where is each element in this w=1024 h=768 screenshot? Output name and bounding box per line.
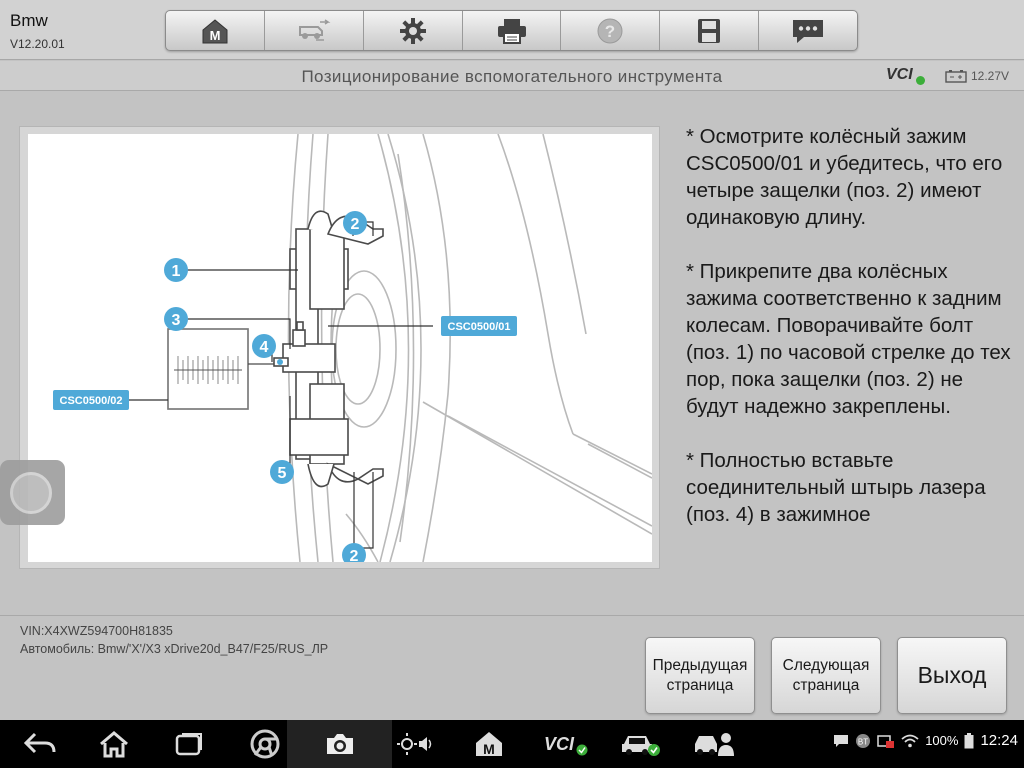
car-check-icon xyxy=(620,730,662,758)
print-button[interactable] xyxy=(463,11,562,50)
label-csc0500-01-text: CSC0500/01 xyxy=(447,321,511,333)
callout-2-top xyxy=(343,211,367,235)
svg-text:VCI: VCI xyxy=(544,734,575,754)
bluetooth-badge-icon xyxy=(855,733,871,749)
label-csc0500-01 xyxy=(441,316,517,336)
wheel-clamp-diagram xyxy=(28,134,652,562)
battery-voltage: 12.27V xyxy=(971,69,1010,83)
exit-button[interactable]: Выход xyxy=(897,637,1007,714)
tool-illustration xyxy=(28,134,652,562)
chrome-button[interactable] xyxy=(248,728,282,760)
autel-home-button[interactable] xyxy=(472,728,506,760)
system-nav-bar xyxy=(0,720,1024,768)
callout-3 xyxy=(164,307,188,331)
vehicle-swap-button[interactable] xyxy=(265,11,364,50)
car-technician-icon xyxy=(693,730,737,758)
next-page-button[interactable]: Следующая страница xyxy=(771,637,881,714)
main-content xyxy=(0,92,1024,615)
label-csc0500-02 xyxy=(53,390,129,410)
svg-text:BT: BT xyxy=(858,737,869,746)
vehicle-swap-icon xyxy=(296,18,332,44)
home-button[interactable] xyxy=(166,11,265,50)
callout-5 xyxy=(270,460,294,484)
callout-2-bottom xyxy=(342,543,366,562)
callout-3-text: 3 xyxy=(171,312,181,329)
camera-icon xyxy=(324,731,356,757)
remote-expert-button[interactable] xyxy=(693,728,737,760)
vin-text: VIN:X4XWZ594700H81835 xyxy=(20,624,173,638)
battery-icon xyxy=(945,70,967,83)
recent-apps-button[interactable] xyxy=(172,728,206,760)
floating-assist-button[interactable] xyxy=(0,460,65,525)
label-csc0500-02-text: CSC0500/02 xyxy=(59,395,123,407)
svg-text:?: ? xyxy=(605,21,616,41)
callout-1 xyxy=(164,258,188,282)
home-m-icon xyxy=(473,730,505,758)
callout-1-text: 1 xyxy=(171,263,181,280)
clock: 12:24 xyxy=(980,732,1018,749)
callout-2-top-text: 2 xyxy=(350,216,360,233)
brightness-volume-icon xyxy=(397,731,433,757)
page-title: Позиционирование вспомогательного инструмента xyxy=(301,67,723,86)
callout-4-text: 4 xyxy=(259,339,269,356)
tool-illustration-frame xyxy=(19,126,660,569)
save-icon xyxy=(696,17,722,45)
vci-icon xyxy=(542,731,590,757)
instruction-paragraph: * Осмотрите колёсный зажим CSC0500/01 и убедитесь, что его четыре защелки (поз. 2) имеют одинаковую длину. xyxy=(686,125,1003,229)
system-status-area xyxy=(833,732,1018,749)
vci-nav-button[interactable] xyxy=(542,728,590,760)
messages-button[interactable] xyxy=(759,11,857,50)
message-notification-icon xyxy=(833,734,849,748)
title-row xyxy=(0,61,1024,91)
battery-alert-icon xyxy=(877,733,895,749)
home-nav-button[interactable] xyxy=(96,728,132,760)
vehicle-status-button[interactable] xyxy=(620,728,662,760)
battery-full-icon xyxy=(964,733,974,749)
message-icon xyxy=(791,17,825,45)
save-button[interactable] xyxy=(660,11,759,50)
chrome-icon xyxy=(250,729,280,759)
gear-icon xyxy=(399,17,427,45)
previous-page-button[interactable]: Предыдущая страница xyxy=(645,637,755,714)
recent-apps-icon xyxy=(174,731,204,757)
settings-button[interactable] xyxy=(364,11,463,50)
battery-level: 100% xyxy=(925,733,959,748)
instructions-text xyxy=(686,123,1014,583)
back-button[interactable] xyxy=(22,728,58,760)
svg-text:M: M xyxy=(483,741,495,757)
help-button[interactable] xyxy=(561,11,660,50)
app-title: Bmw xyxy=(10,11,48,30)
assist-ring-icon xyxy=(10,472,52,514)
brightness-volume-button[interactable] xyxy=(396,728,434,760)
vehicle-text: Автомобиль: Bmw/'X'/X3 xDrive20d_B47/F25/RUS_ЛР xyxy=(20,642,329,656)
instruction-paragraph: * Прикрепите два колёсных зажима соответственно к задним колесам. Поворачивайте болт (поз. 1) по часовой стрелке до тех пор, пока защелки (поз. 2) не будут надежно закреплены. xyxy=(686,260,1011,418)
callout-5-text: 5 xyxy=(277,465,287,482)
app-version: V12.20.01 xyxy=(10,37,65,51)
instruction-paragraph: * Полностью вставьте соединительный штырь лазера (поз. 4) в зажимное xyxy=(686,449,986,526)
vci-status-label: VCI xyxy=(886,66,913,83)
home-m-icon xyxy=(200,17,230,45)
callout-4 xyxy=(252,334,276,358)
home-icon xyxy=(98,730,130,758)
main-toolbar xyxy=(165,10,858,51)
callout-2-bottom-text: 2 xyxy=(349,548,359,562)
vci-connected-icon xyxy=(916,76,925,85)
footer-panel xyxy=(0,615,1024,720)
printer-icon xyxy=(496,18,528,44)
screenshot-button[interactable] xyxy=(322,728,358,760)
top-bar xyxy=(0,0,1024,60)
help-icon xyxy=(596,17,624,45)
svg-text:M: M xyxy=(209,27,221,43)
wifi-icon xyxy=(901,734,919,748)
back-arrow-icon xyxy=(23,731,57,757)
